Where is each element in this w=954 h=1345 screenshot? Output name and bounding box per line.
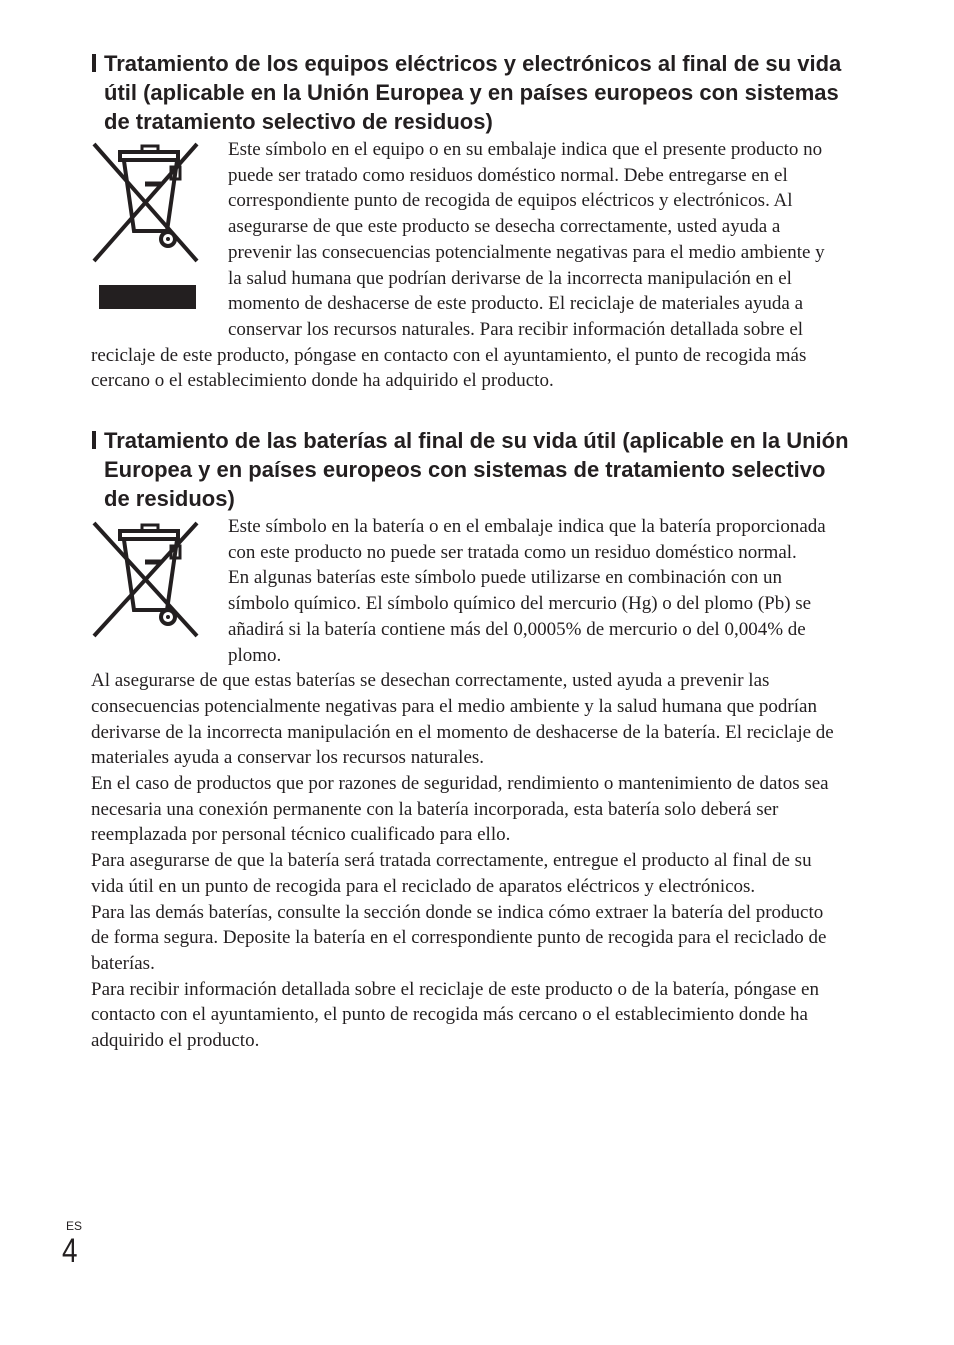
crossed-out-wheelie-bin-icon (91, 514, 228, 644)
section2-content (91, 514, 841, 1054)
section1-content (91, 137, 841, 394)
section2-paragraph: Para las demás baterías, consulte la sección donde se indica cómo extraer la batería del producto de forma segura. Deposite la batería en el correspondiente punto de recogida para el reciclado de baterías. (91, 901, 827, 974)
page-number: 4 (62, 1232, 78, 1270)
section2-paragraph: Para asegurarse de que la batería será tratada correctamente, entregue el producto al final de su vida útil en un punto de recogida para el reciclado de aparatos eléctricos y electrónicos. (91, 850, 812, 897)
section2-paragraph: En algunas baterías este símbolo puede utilizarse en combinación con un símbolo químico. El símbolo químico del mercurio (Hg) o del plomo (Pb) se añadirá si la batería contiene más del 0,0005% de mercurio o del 0,004% de plomo. (228, 567, 812, 666)
section2-paragraph: Al asegurarse de que estas baterías se desechan correctamente, usted ayuda a prevenir las consecuencias potencialmente negativas para el medio ambiente y la salud humana que podrían derivarse de la incorrecta manipulación en el momento de deshacerse de la batería. El reciclaje de materiales ayuda a conservar los recursos naturales. (91, 670, 834, 769)
section2-title: Tratamiento de las baterías al final de su vida útil (aplicable en la Unión Europea y en países europeos con sistemas de tratamiento selectivo de residuos) (104, 428, 849, 511)
section2-paragraph: Para recibir información detallada sobre el reciclaje de este producto o de la batería, póngase en contacto con el ayuntamiento, el punto de recogida más cercano o el establecimiento donde ha adquirido el producto. (91, 978, 819, 1052)
section-marker-bar (92, 54, 96, 72)
section2-paragraph: En el caso de productos que por razones de seguridad, rendimiento o mantenimiento de datos sea necesaria una conexión permanente con la batería incorporada, esta batería solo deberá ser reemplazada por personal técnico cualificado para ello. (91, 773, 829, 846)
section2-paragraph: Este símbolo en la batería o en el embalaje indica que la batería proporcionada con este producto no puede ser tratada como un residuo doméstico normal. (228, 516, 826, 563)
section1-body: Este símbolo en el equipo o en su embalaje indica que el presente producto no puede ser tratado como residuos doméstico normal. Debe entregarse en el correspondiente punto de recogida de equipos eléctricos y electrónicos. Al asegurarse de que este producto se desecha correctamente, usted ayuda a prevenir las consecuencias potencialmente negativas para el medio ambiente y la salud humana que podrían derivarse de la incorrecta manipulación en el momento de deshacerse de este producto. El reciclaje de materiales ayuda a conservar los recursos naturales. Para recibir información detallada sobre el reciclaje de este producto, póngase en contacto con el ayuntamiento, el punto de recogida más cercano o el establecimiento donde ha adquirido el producto. (91, 139, 825, 392)
crossed-out-wheelie-bin-with-bar-icon (91, 137, 228, 327)
section-marker-bar (92, 431, 96, 449)
page-language-label: ES (66, 1219, 83, 1233)
section1-title: Tratamiento de los equipos eléctricos y electrónicos al final de su vida útil (aplicable en la Unión Europea y en países europeos con sistemas de tratamiento selectivo de residuos) (104, 51, 842, 134)
